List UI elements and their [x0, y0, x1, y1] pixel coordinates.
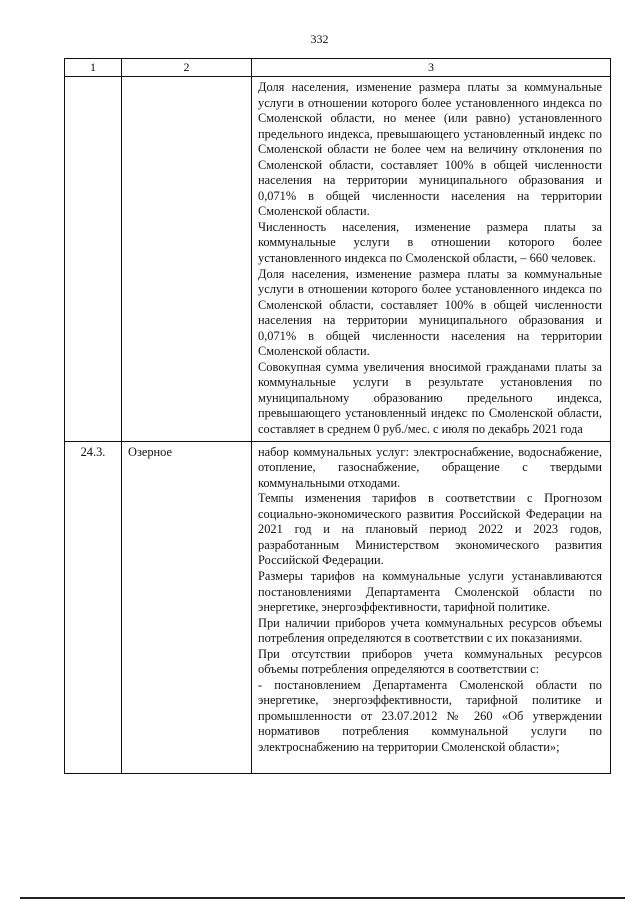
content-paragraph: набор коммунальных услуг: электроснабжение, водоснабжение, отопление, газоснабжение, обращение с твердыми коммунальными отходами.: [258, 444, 602, 490]
content-paragraph: При отсутствии приборов учета коммунальных ресурсов объемы потребления определяются в соответствии с:: [258, 646, 602, 677]
page-number: 332: [310, 32, 329, 46]
page-bottom-rule: [20, 897, 625, 899]
content-paragraph: При наличии приборов учета коммунальных ресурсов объемы потребления определяются в соответствии с их показаниями.: [258, 615, 602, 646]
table-header-row: [65, 59, 611, 77]
content-paragraph: Доля населения, изменение размера платы за коммунальные услуги в отношении которого более установленного индекса по Смоленской области, но менее (или равно) установленного предельного индекса, превышающего установленный индекс по Смоленской области не более чем на величину отклонения по Смоленской области, составляет 100% в общей численности населения на территории муниципального образования и 0,071% в общей численности населения на территории Смоленской области.: [258, 80, 602, 219]
row-number-cell: [65, 77, 122, 442]
content-paragraph: - постановлением Департамента Смоленской области по энергетике, энергоэффективности, тарифной политике и промышленности от 23.07.2012 № 260 «Об утверждении нормативов потребления коммунальной услуги по электроснабжению на территории Смоленской области»;: [258, 677, 602, 754]
tariff-table: [64, 58, 611, 774]
content-paragraph: Совокупная сумма увеличения вносимой гражданами платы за коммунальные услуги в результате установления по муниципальному образованию предельного индекса, превышающего установленный индекс по Смоленской области, составляет в среднем 0 руб./мес. с июля по декабрь 2021 года: [258, 359, 602, 437]
column-header-1: 1: [65, 59, 122, 77]
content-paragraph: Доля населения, изменение размера платы за коммунальные услуги в отношении которого более установленного индекса по Смоленской области, составляет 100% в общей численности населения на территории муниципального образования и 0,071% в общей численности населения на территории Смоленской области.: [258, 266, 602, 359]
content-paragraph: Темпы изменения тарифов в соответствии с Прогнозом социально-экономического развития Российской Федерации на 2021 год и на плановый период 2022 и 2023 годов, разработанным Министерством экономического развития Российской Федерации.: [258, 491, 602, 568]
row-name-cell: Озерное: [122, 441, 252, 773]
content-paragraph: Численность населения, изменение размера платы за коммунальные услуги в отношении которого более установленного индекса по Смоленской области, – 660 человек.: [258, 219, 602, 266]
content-paragraph: Размеры тарифов на коммунальные услуги устанавливаются постановлениями Департамента Смоленской области по энергетике, энергоэффективности, тарифной политике.: [258, 568, 602, 615]
table-row: [65, 441, 611, 773]
row-content-cell: [252, 441, 611, 773]
column-header-2: 2: [122, 59, 252, 77]
row-number-cell: 24.3.: [65, 441, 122, 773]
row-content-cell: [252, 77, 611, 442]
table-row: [65, 77, 611, 442]
column-header-3: 3: [252, 59, 611, 77]
row-name-cell: [122, 77, 252, 442]
